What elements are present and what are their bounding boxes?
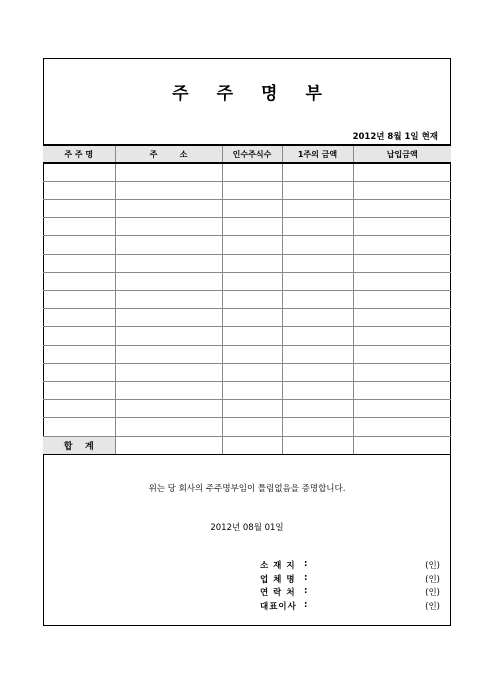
title-char: 부 [305, 84, 322, 104]
table-cell[interactable] [282, 236, 353, 254]
signature-row-contact [260, 586, 440, 600]
header-shares-subscribed: 인수주식수 [222, 145, 282, 163]
signature-label: 소 재 지 [260, 561, 296, 571]
table-row [43, 163, 451, 181]
table-row [43, 363, 451, 381]
table-row [43, 309, 451, 327]
table-cell[interactable] [43, 236, 115, 254]
table-cell[interactable] [115, 163, 222, 181]
table-row [43, 418, 451, 436]
seal-mark: (인) [425, 588, 440, 598]
table-row [43, 327, 451, 345]
table-cell[interactable] [282, 200, 353, 218]
signature-label: 대표이사 [260, 601, 297, 612]
table-cell[interactable] [282, 218, 353, 236]
document-frame [43, 58, 451, 626]
table-cell[interactable] [282, 345, 353, 363]
table-cell[interactable] [43, 327, 115, 345]
table-cell[interactable] [353, 327, 451, 345]
table-cell[interactable] [353, 400, 451, 418]
table-cell[interactable] [353, 163, 451, 181]
total-cell[interactable] [222, 436, 282, 454]
total-cell[interactable] [115, 436, 222, 454]
table-cell[interactable] [282, 363, 353, 381]
table-cell[interactable] [43, 345, 115, 363]
certification-text: 위는 당 회사의 주주명부임이 틀림없음을 증명합니다. [148, 484, 346, 494]
table-cell[interactable] [222, 272, 282, 290]
table-row [43, 400, 451, 418]
header-paid-amount: 납입금액 [353, 145, 451, 163]
table-row [43, 200, 451, 218]
total-label: 합 계 [43, 436, 115, 454]
table-cell[interactable] [43, 200, 115, 218]
signature-block [260, 559, 440, 613]
table-cell[interactable] [222, 309, 282, 327]
header-par-value: 1주의 금액 [282, 145, 353, 163]
table-cell[interactable] [353, 345, 451, 363]
signature-row-company [260, 573, 440, 587]
table-cell[interactable] [353, 254, 451, 272]
signature-label: 업 체 명 [260, 574, 296, 585]
table-cell[interactable] [222, 400, 282, 418]
seal-mark: (인) [425, 561, 440, 571]
table-cell[interactable] [353, 218, 451, 236]
table-cell[interactable] [43, 363, 115, 381]
shareholder-table [43, 144, 451, 455]
table-cell[interactable] [353, 309, 451, 327]
table-cell[interactable] [43, 418, 115, 436]
table-cell[interactable] [43, 381, 115, 399]
table-cell[interactable] [353, 381, 451, 399]
table-cell[interactable] [222, 418, 282, 436]
table-cell[interactable] [115, 181, 222, 199]
table-cell[interactable] [222, 218, 282, 236]
seal-mark: (인) [425, 601, 440, 612]
title-char: 명 [261, 84, 278, 104]
total-cell[interactable] [353, 436, 451, 454]
table-cell[interactable] [282, 272, 353, 290]
table-cell[interactable] [353, 418, 451, 436]
table-cell[interactable] [222, 163, 282, 181]
table-cell[interactable] [43, 291, 115, 309]
table-cell[interactable] [282, 309, 353, 327]
table-cell[interactable] [353, 236, 451, 254]
table-cell[interactable] [353, 272, 451, 290]
table-cell[interactable] [115, 272, 222, 290]
table-cell[interactable] [353, 291, 451, 309]
table-row [43, 381, 451, 399]
table-cell[interactable] [115, 218, 222, 236]
table-row [43, 218, 451, 236]
table-cell[interactable] [43, 400, 115, 418]
table-header-row [43, 145, 451, 163]
table-cell[interactable] [282, 163, 353, 181]
table-cell[interactable] [115, 363, 222, 381]
table-cell[interactable] [282, 400, 353, 418]
table-row [43, 236, 451, 254]
table-cell[interactable] [115, 254, 222, 272]
as-of-date: 2012년 8월 1일 현재 [352, 132, 438, 142]
table-row [43, 272, 451, 290]
table-cell[interactable] [43, 309, 115, 327]
table-cell[interactable] [43, 218, 115, 236]
table-cell[interactable] [222, 327, 282, 345]
total-cell[interactable] [282, 436, 353, 454]
table-row [43, 181, 451, 199]
title-char: 주 [172, 84, 189, 104]
table-cell[interactable] [115, 327, 222, 345]
signature-label: 연 락 처 [260, 588, 296, 598]
table-cell[interactable] [282, 327, 353, 345]
table-cell[interactable] [282, 291, 353, 309]
document-title [44, 79, 450, 104]
signature-colon: : [304, 559, 308, 569]
table-cell[interactable] [115, 400, 222, 418]
signature-colon: : [304, 599, 308, 610]
table-cell[interactable] [353, 181, 451, 199]
header-shareholder-name: 주 주 명 [43, 145, 115, 163]
table-cell[interactable] [115, 291, 222, 309]
signature-row-ceo [260, 600, 440, 614]
table-row [43, 291, 451, 309]
table-cell[interactable] [222, 291, 282, 309]
signature-colon: : [304, 572, 308, 583]
table-cell[interactable] [43, 163, 115, 181]
total-row [43, 436, 451, 454]
table-body [43, 163, 451, 454]
signature-row-address [260, 559, 440, 573]
table-cell[interactable] [43, 272, 115, 290]
table-cell[interactable] [353, 200, 451, 218]
table-cell[interactable] [353, 363, 451, 381]
table-cell[interactable] [222, 181, 282, 199]
table-cell[interactable] [282, 254, 353, 272]
table-cell[interactable] [282, 181, 353, 199]
table-cell[interactable] [115, 236, 222, 254]
issue-date: 2012년 08월 01일 [210, 523, 284, 533]
signature-colon: : [304, 586, 308, 596]
table-cell[interactable] [115, 309, 222, 327]
table-cell[interactable] [115, 381, 222, 399]
table-cell[interactable] [282, 418, 353, 436]
table-row [43, 345, 451, 363]
table-cell[interactable] [222, 363, 282, 381]
header-address: 주 소 [115, 145, 222, 163]
table-cell[interactable] [222, 381, 282, 399]
table-cell[interactable] [115, 418, 222, 436]
table-row [43, 254, 451, 272]
table-cell[interactable] [222, 236, 282, 254]
table-cell[interactable] [115, 200, 222, 218]
table-cell[interactable] [43, 181, 115, 199]
table-cell[interactable] [115, 345, 222, 363]
table-cell[interactable] [222, 200, 282, 218]
table-cell[interactable] [222, 254, 282, 272]
table-cell[interactable] [43, 254, 115, 272]
table-cell[interactable] [222, 345, 282, 363]
seal-mark: (인) [425, 574, 440, 585]
title-char: 주 [216, 84, 233, 104]
table-cell[interactable] [282, 381, 353, 399]
